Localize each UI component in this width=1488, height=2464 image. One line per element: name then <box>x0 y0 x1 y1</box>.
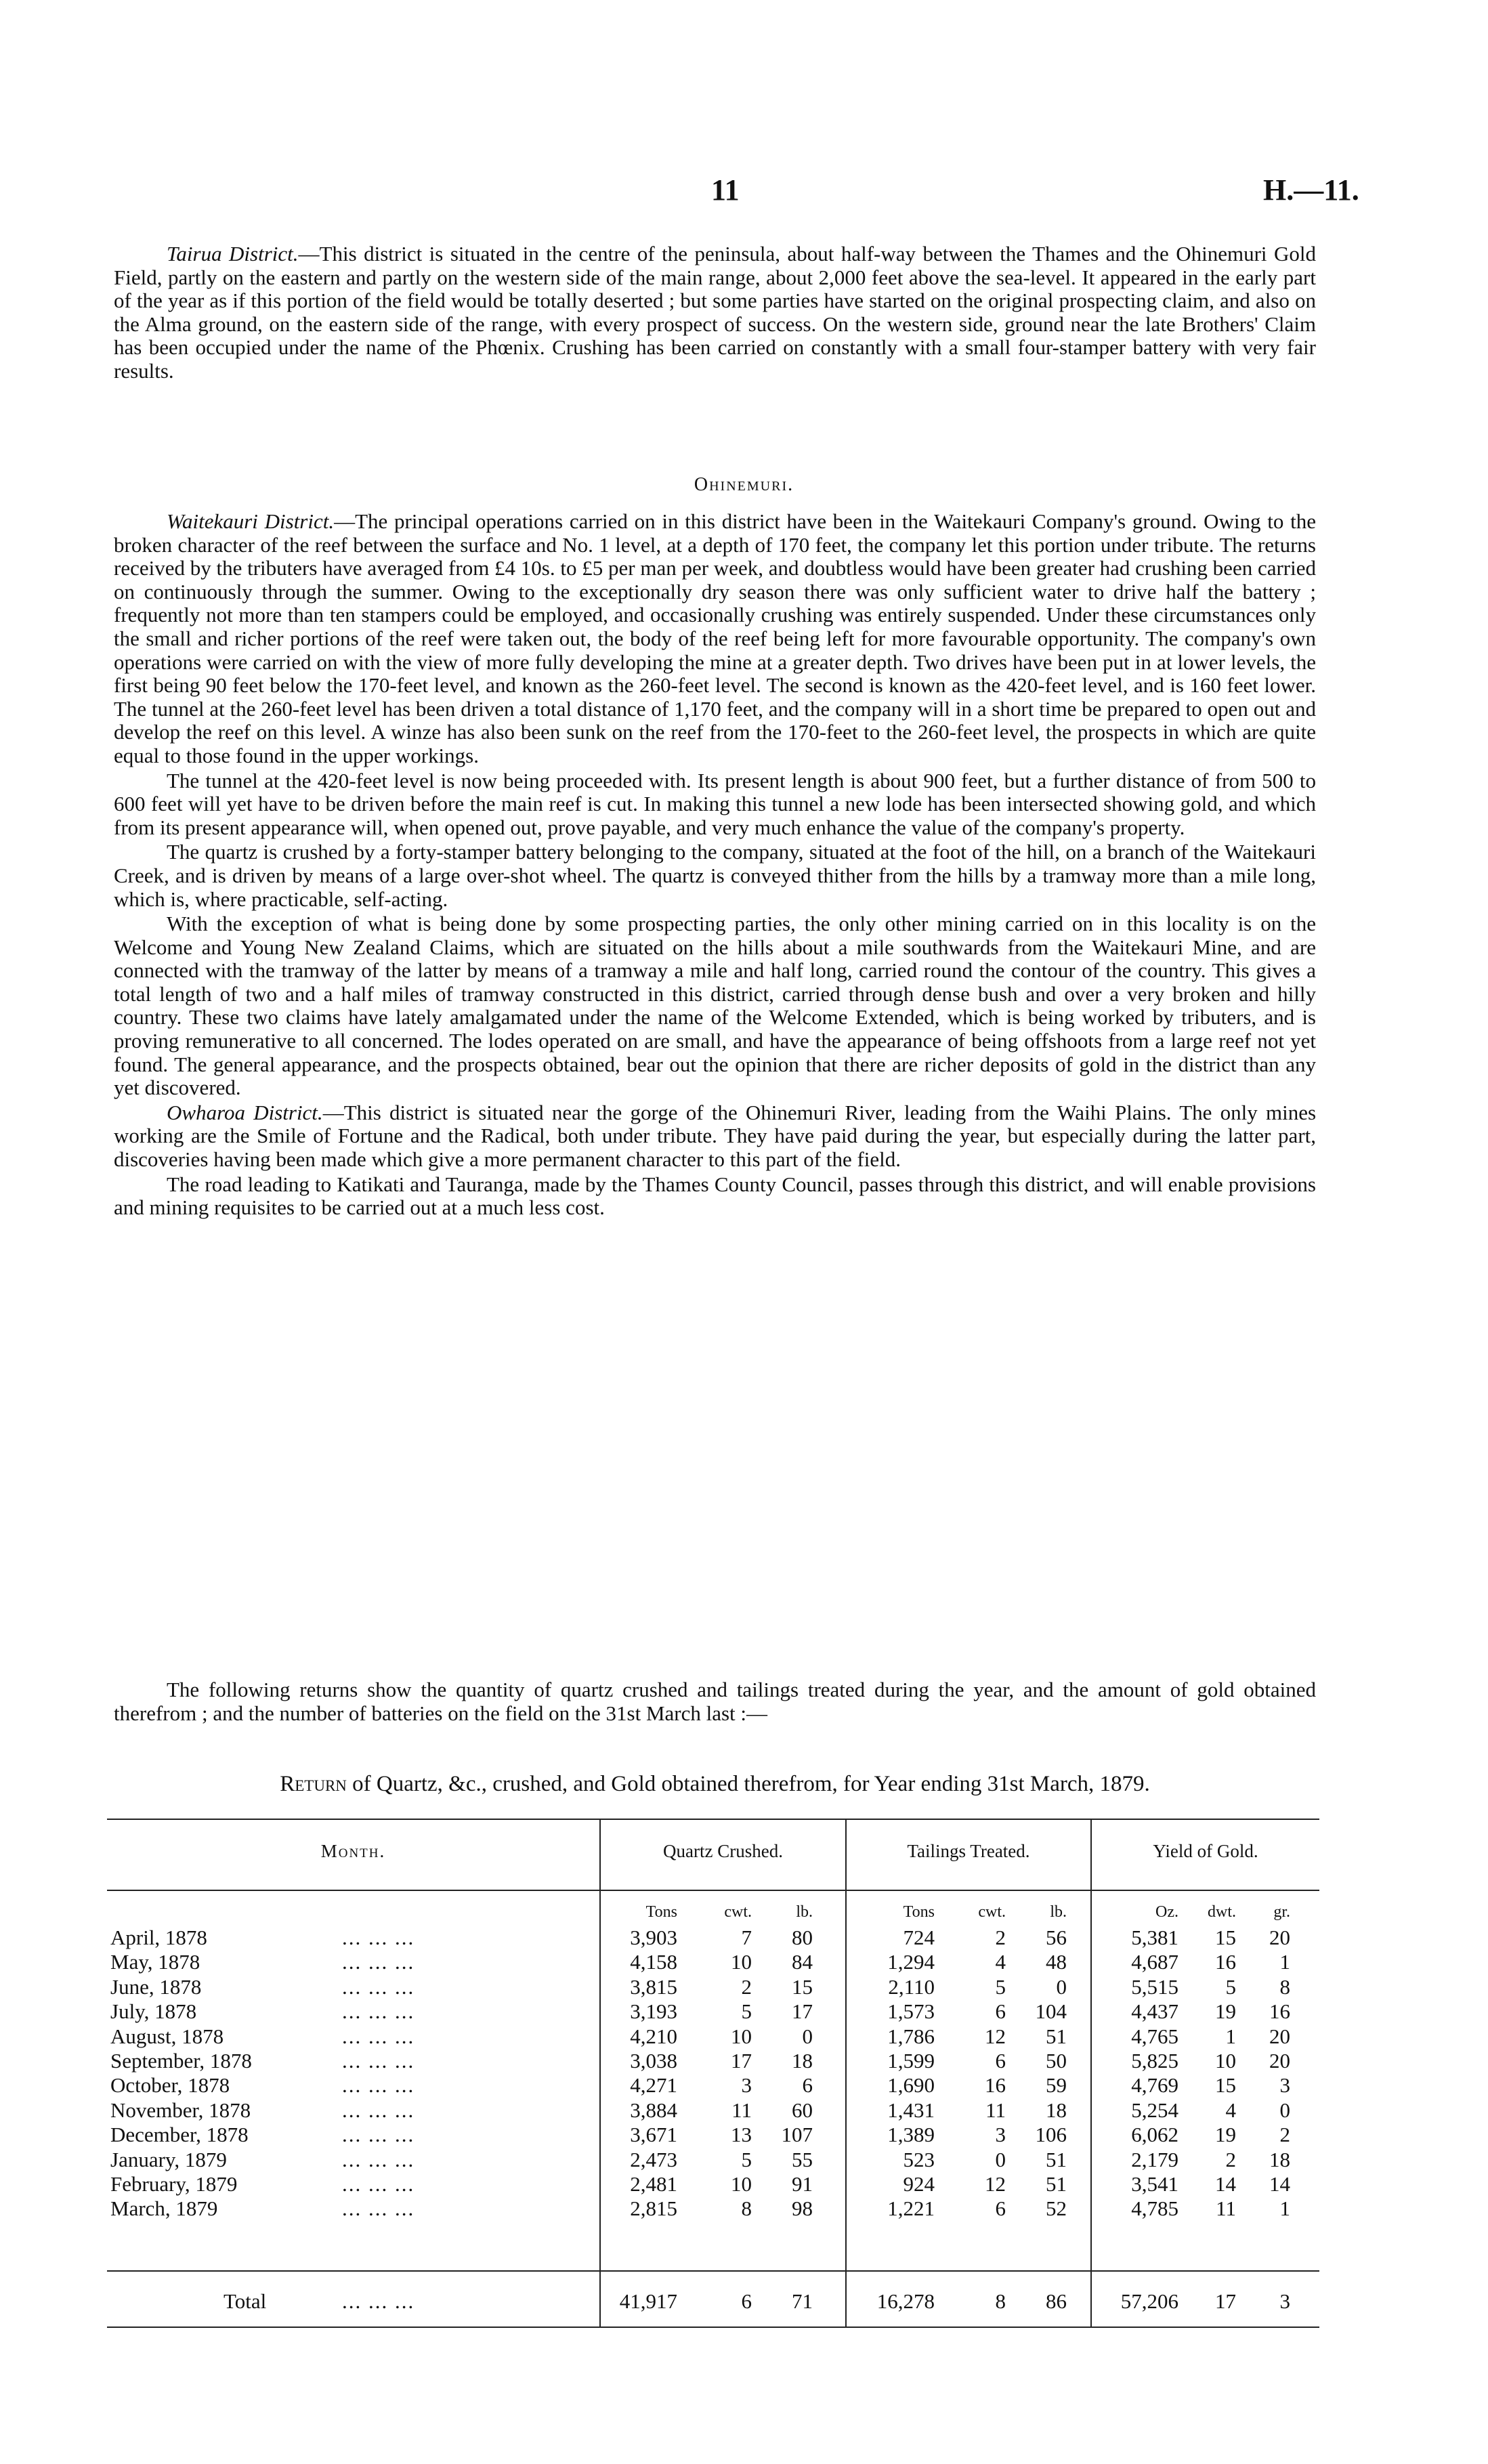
month-cell: January, 1879 <box>110 2148 227 2171</box>
total-rule <box>107 2270 1319 2272</box>
quartz-lb-cell: 17 <box>792 1999 813 2023</box>
leader-dots: ... ... ... <box>342 1926 415 1949</box>
month-cell: July, 1878 <box>110 1999 197 2023</box>
gold-dwt-cell: 16 <box>1215 1950 1236 1974</box>
gold-gr-cell: 0 <box>1279 2098 1290 2122</box>
leader-dots: ... ... ... <box>342 2148 415 2171</box>
table-row <box>0 2098 1488 2121</box>
tailings-lb-cell: 51 <box>1046 2024 1067 2048</box>
tailings-cwt-cell: 6 <box>995 1999 1006 2023</box>
tailings-tons-cell: 1,573 <box>887 1999 935 2023</box>
quartz-tons-cell: 41,917 <box>619 2289 677 2313</box>
tailings-tons-cell: 1,786 <box>887 2024 935 2048</box>
quartz-tons-cell: 4,210 <box>630 2024 677 2048</box>
document-reference: H.—11. <box>1263 173 1359 207</box>
month-cell: June, 1878 <box>110 1975 202 1999</box>
quartz-lb-cell: 60 <box>792 2098 813 2122</box>
gold-oz-cell: 5,254 <box>1131 2098 1178 2122</box>
tailings-tons-cell: 1,431 <box>887 2098 935 2122</box>
gold-gr-cell: 2 <box>1279 2123 1290 2146</box>
table-top-rule <box>107 1819 1319 1820</box>
quartz-lb-cell: 107 <box>781 2123 813 2146</box>
quartz-tons-cell: 4,271 <box>630 2073 677 2097</box>
tailings-lb-cell: 59 <box>1046 2073 1067 2097</box>
page-header <box>0 173 1488 213</box>
tailings-cwt-cell: 0 <box>995 2148 1006 2171</box>
quartz-tons-cell: 3,038 <box>630 2049 677 2073</box>
unit-label: Tons <box>903 1903 935 1921</box>
tailings-cwt-cell: 2 <box>995 1926 1006 1949</box>
gold-gr-cell: 20 <box>1269 2024 1290 2048</box>
table-row <box>0 2049 1488 2071</box>
quartz-lb-cell: 98 <box>792 2196 813 2220</box>
quartz-lb-cell: 18 <box>792 2049 813 2073</box>
tailings-tons-cell: 1,389 <box>887 2123 935 2146</box>
gold-dwt-cell: 19 <box>1215 2123 1236 2146</box>
tailings-tons-cell: 523 <box>903 2148 935 2171</box>
paragraph-text: —This district is situated near the gorge of the Ohinemuri River, leading from the Waihi Plains. The only mines working are the Smile of Fortune and the Radical, both under tribute. They have paid during the year, but especially during the latter part, discoveries having been made which give a more permanent character to this part of the field. <box>114 1100 1317 1172</box>
gold-oz-cell: 5,515 <box>1131 1975 1178 1999</box>
returns-intro <box>114 1678 1316 1725</box>
gold-dwt-cell: 4 <box>1225 2098 1236 2122</box>
month-cell: August, 1878 <box>110 2024 224 2048</box>
unit-label: Tons <box>645 1903 677 1921</box>
leader-dots: ... ... ... <box>342 2123 415 2146</box>
leader-dots: ... ... ... <box>342 2289 415 2313</box>
tailings-lb-cell: 18 <box>1046 2098 1067 2122</box>
table-row <box>0 2148 1488 2170</box>
paragraph <box>114 510 1316 768</box>
table-title-lead: Return <box>280 1772 347 1796</box>
paragraph-text: The road leading to Katikati and Tauranga, made by the Thames County Council, passes through this district, and will enable provisions and mining requisites to be carried out at a much less cost. <box>114 1172 1316 1220</box>
tailings-cwt-cell: 6 <box>995 2049 1006 2073</box>
leader-dots: ... ... ... <box>342 1950 415 1974</box>
unit-label: gr. <box>1273 1903 1290 1921</box>
tailings-cwt-cell: 16 <box>985 2073 1006 2097</box>
quartz-lb-cell: 84 <box>792 1950 813 1974</box>
quartz-lb-cell: 71 <box>792 2289 813 2313</box>
tailings-cwt-cell: 12 <box>985 2024 1006 2048</box>
gold-dwt-cell: 1 <box>1225 2024 1236 2048</box>
header-yield-of-gold: Yield of Gold. <box>1153 1841 1258 1861</box>
gold-oz-cell: 4,765 <box>1131 2024 1178 2048</box>
column-divider <box>1090 1819 1092 2327</box>
gold-dwt-cell: 15 <box>1215 2073 1236 2097</box>
gold-gr-cell: 16 <box>1269 1999 1290 2023</box>
quartz-lb-cell: 0 <box>802 2024 813 2048</box>
quartz-tons-cell: 3,193 <box>630 1999 677 2023</box>
gold-oz-cell: 4,785 <box>1131 2196 1178 2220</box>
gold-gr-cell: 1 <box>1279 1950 1290 1974</box>
table-title-rest: of Quartz, &c., crushed, and Gold obtained therefrom, for Year ending 31st March, 1879. <box>346 1772 1150 1796</box>
month-cell: May, 1878 <box>110 1950 200 1974</box>
header-rule <box>107 1890 1319 1891</box>
district-run-in: Owharoa District. <box>167 1100 323 1124</box>
gold-dwt-cell: 14 <box>1215 2172 1236 2196</box>
gold-oz-cell: 3,541 <box>1131 2172 1178 2196</box>
quartz-tons-cell: 3,671 <box>630 2123 677 2146</box>
table-bottom-rule <box>107 2327 1319 2328</box>
tailings-lb-cell: 104 <box>1035 1999 1067 2023</box>
quartz-cwt-cell: 10 <box>731 2172 752 2196</box>
tailings-lb-cell: 51 <box>1046 2172 1067 2196</box>
gold-gr-cell: 8 <box>1279 1975 1290 1999</box>
district-run-in: Waitekauri District. <box>167 509 335 533</box>
month-cell: December, 1878 <box>110 2123 249 2146</box>
quartz-cwt-cell: 7 <box>741 1926 752 1949</box>
leader-dots: ... ... ... <box>342 2049 415 2073</box>
gold-gr-cell: 18 <box>1269 2148 1290 2171</box>
paragraph <box>114 912 1316 1100</box>
table-row <box>0 1950 1488 1972</box>
gold-dwt-cell: 2 <box>1225 2148 1236 2171</box>
tailings-lb-cell: 86 <box>1046 2289 1067 2313</box>
tailings-tons-cell: 724 <box>903 1926 935 1949</box>
tailings-lb-cell: 48 <box>1046 1950 1067 1974</box>
gold-dwt-cell: 17 <box>1215 2289 1236 2313</box>
gold-oz-cell: 5,381 <box>1131 1926 1178 1949</box>
quartz-cwt-cell: 8 <box>741 2196 752 2220</box>
gold-dwt-cell: 15 <box>1215 1926 1236 1949</box>
month-cell: November, 1878 <box>110 2098 251 2122</box>
month-cell: October, 1878 <box>110 2073 230 2097</box>
paragraph-text: The tunnel at the 420-feet level is now being proceeded with. Its present length is about 900 feet, but a further distance of from 500 to 600 feet will yet have to be driven before the main reef is cut. In making this tunnel a new lode has been intersected showing gold, and which from its present appearance will, when opened out, prove payable, and very much enhance the value of the company's property. <box>114 768 1316 839</box>
gold-dwt-cell: 11 <box>1216 2196 1236 2220</box>
leader-dots: ... ... ... <box>342 1975 415 1999</box>
gold-gr-cell: 3 <box>1279 2073 1290 2097</box>
quartz-cwt-cell: 6 <box>741 2289 752 2313</box>
month-cell: February, 1879 <box>110 2172 238 2196</box>
leader-dots: ... ... ... <box>342 2196 415 2220</box>
table-row <box>0 1975 1488 1997</box>
quartz-tons-cell: 3,884 <box>630 2098 677 2122</box>
gold-gr-cell: 20 <box>1269 1926 1290 1949</box>
tailings-lb-cell: 50 <box>1046 2049 1067 2073</box>
tailings-cwt-cell: 11 <box>985 2098 1006 2122</box>
quartz-tons-cell: 2,473 <box>630 2148 677 2171</box>
quartz-cwt-cell: 5 <box>741 2148 752 2171</box>
header-tailings-treated: Tailings Treated. <box>907 1841 1030 1861</box>
gold-oz-cell: 4,769 <box>1131 2073 1178 2097</box>
quartz-cwt-cell: 2 <box>741 1975 752 1999</box>
quartz-lb-cell: 6 <box>802 2073 813 2097</box>
tailings-cwt-cell: 3 <box>995 2123 1006 2146</box>
month-cell: September, 1878 <box>110 2049 252 2073</box>
gold-gr-cell: 3 <box>1279 2289 1290 2313</box>
gold-dwt-cell: 5 <box>1225 1975 1236 1999</box>
quartz-lb-cell: 91 <box>792 2172 813 2196</box>
leader-dots: ... ... ... <box>342 2073 415 2097</box>
quartz-tons-cell: 2,815 <box>630 2196 677 2220</box>
quartz-cwt-cell: 17 <box>731 2049 752 2073</box>
quartz-tons-cell: 3,815 <box>630 1975 677 1999</box>
unit-label: cwt. <box>978 1903 1006 1921</box>
tailings-lb-cell: 106 <box>1035 2123 1067 2146</box>
table-title <box>114 1772 1316 1797</box>
gold-oz-cell: 4,687 <box>1131 1950 1178 1974</box>
tailings-cwt-cell: 12 <box>985 2172 1006 2196</box>
quartz-cwt-cell: 10 <box>731 1950 752 1974</box>
ohinemuri-section <box>114 510 1316 1220</box>
paragraph <box>114 769 1316 840</box>
paragraph-text: —The principal operations carried on in this district have been in the Waitekauri Company's ground. Owing to the broken character of the reef between the surface and No. 1 level, at a depth of 170 feet, the company let this portion under tribute. The returns received by the tributers have averaged from £4 10s. to £5 per man per week, and doubtless would have been greater had crushing been carried on continuously through the summer. Owing to the exceptionally dry season there was only sufficient water to drive half the battery ; frequently not more than ten stampers could be employed, and occasionally crushing was entirely suspended. Under these circumstances only the small and richer portions of the reef were taken out, the body of the reef being left for more favourable opportunity. The company's own operations were carried on with the view of more fully developing the mine at a greater depth. Two drives have been put in at lower levels, the first being 90 feet below the 170-feet level, and known as the 260-feet level. The second is known as the 420-feet level, and is 160 feet lower. The tunnel at the 260-feet level has been driven a total distance of 1,170 feet, and the company will in a short time be prepared to open out and develop the reef on this level. A winze has also been sunk on the reef from the 170-feet to the 260-feet level, the prospects in which are quite equal to those found in the upper workings. <box>114 509 1317 767</box>
paragraph-text: With the exception of what is being done by some prospecting parties, the only other mining carried on in this locality is on the Welcome and Young New Zealand Claims, which are situated on the hills about a mile southwards from the Waitekauri Mine, and are connected with the tramway of the latter by means of a tramway a mile and half long, carried round the contour of the country. This gives a total length of two and a half miles of tramway constructed in this district, carried through dense bush and over a very broken and hilly country. These two claims have lately amalgamated under the name of the Welcome Extended, which is being worked by tributers, and is proving remunerative to all concerned. The lodes operated on are small, and have the appearance of being offshoots from a large reef not yet found. The general appearance, and the prospects obtained, bear out the opinion that there are richer deposits of gold in the district than any yet discovered. <box>114 912 1316 1100</box>
month-cell: March, 1879 <box>110 2196 218 2220</box>
tailings-tons-cell: 16,278 <box>876 2289 935 2313</box>
tairua-district-section <box>114 242 1316 383</box>
tailings-lb-cell: 52 <box>1046 2196 1067 2220</box>
quartz-lb-cell: 15 <box>792 1975 813 1999</box>
paragraph <box>114 1101 1316 1172</box>
tailings-cwt-cell: 6 <box>995 2196 1006 2220</box>
quartz-cwt-cell: 5 <box>741 1999 752 2023</box>
gold-dwt-cell: 19 <box>1215 1999 1236 2023</box>
table-row <box>0 2196 1488 2219</box>
quartz-cwt-cell: 10 <box>731 2024 752 2048</box>
tailings-tons-cell: 2,110 <box>888 1975 935 1999</box>
gold-gr-cell: 20 <box>1269 2049 1290 2073</box>
leader-dots: ... ... ... <box>342 2024 415 2048</box>
table-row <box>0 2172 1488 2194</box>
table-row <box>0 1926 1488 1948</box>
paragraph <box>114 1173 1316 1220</box>
tailings-tons-cell: 1,294 <box>887 1950 935 1974</box>
tailings-tons-cell: 924 <box>903 2172 935 2196</box>
table-row <box>0 1999 1488 2022</box>
gold-oz-cell: 4,437 <box>1131 1999 1178 2023</box>
table-row <box>0 2123 1488 2145</box>
column-divider <box>845 1819 847 2327</box>
table-row <box>0 2073 1488 2096</box>
gold-dwt-cell: 10 <box>1215 2049 1236 2073</box>
gold-oz-cell: 6,062 <box>1131 2123 1178 2146</box>
paragraph-text: The following returns show the quantity of quartz crushed and tailings treated during the year, and the amount of gold obtained therefrom ; and the number of batteries on the field on the 31st March last :— <box>114 1678 1316 1725</box>
tailings-tons-cell: 1,690 <box>887 2073 935 2097</box>
gold-gr-cell: 1 <box>1279 2196 1290 2220</box>
quartz-lb-cell: 80 <box>792 1926 813 1949</box>
tailings-tons-cell: 1,221 <box>887 2196 935 2220</box>
paragraph-text: The quartz is crushed by a forty-stamper battery belonging to the company, situated at the foot of the hill, on a branch of the Waitekauri Creek, and is driven by means of a large over-shot wheel. The quartz is conveyed thither from the hills by a tramway more than a mile long, which is, where practicable, self-acting. <box>114 840 1316 911</box>
quartz-tons-cell: 4,158 <box>630 1950 677 1974</box>
page-number: 11 <box>711 173 740 207</box>
gold-oz-cell: 57,206 <box>1120 2289 1178 2313</box>
month-cell: April, 1878 <box>110 1926 207 1949</box>
tailings-cwt-cell: 5 <box>995 1975 1006 1999</box>
quartz-tons-cell: 2,481 <box>630 2172 677 2196</box>
total-label: Total <box>224 2289 267 2313</box>
gold-oz-cell: 2,179 <box>1131 2148 1178 2171</box>
leader-dots: ... ... ... <box>342 2098 415 2122</box>
unit-label: dwt. <box>1208 1903 1236 1921</box>
quartz-cwt-cell: 11 <box>731 2098 752 2122</box>
paragraph <box>114 1678 1316 1725</box>
tailings-tons-cell: 1,599 <box>887 2049 935 2073</box>
leader-dots: ... ... ... <box>342 2172 415 2196</box>
paragraph <box>114 242 1316 383</box>
unit-label: cwt. <box>724 1903 752 1921</box>
tailings-lb-cell: 56 <box>1046 1926 1067 1949</box>
district-run-in: Tairua District. <box>167 242 299 265</box>
tailings-lb-cell: 0 <box>1056 1975 1067 1999</box>
quartz-tons-cell: 3,903 <box>630 1926 677 1949</box>
header-quartz-crushed: Quartz Crushed. <box>663 1841 783 1861</box>
table-row <box>0 2024 1488 2047</box>
table-total-row <box>0 2289 1488 2312</box>
gold-oz-cell: 5,825 <box>1131 2049 1178 2073</box>
unit-label: lb. <box>1050 1903 1067 1921</box>
section-heading: Ohinemuri. <box>694 474 794 495</box>
quartz-cwt-cell: 3 <box>741 2073 752 2097</box>
quartz-lb-cell: 55 <box>792 2148 813 2171</box>
leader-dots: ... ... ... <box>342 1999 415 2023</box>
tailings-cwt-cell: 4 <box>995 1950 1006 1974</box>
gold-gr-cell: 14 <box>1269 2172 1290 2196</box>
tailings-lb-cell: 51 <box>1046 2148 1067 2171</box>
paragraph <box>114 841 1316 911</box>
paragraph-text: —This district is situated in the centre of the peninsula, about half-way between the Thames and the Ohinemuri Gold Field, partly on the eastern and partly on the western side of the main range, about 2,000 feet above the sea-level. It appeared in the early part of the year as if this portion of the field would be totally deserted ; but some parties have started on the original prospecting claim, and also on the Alma ground, on the eastern side of the range, with every prospect of success. On the western side, ground near the late Brothers' Claim has been occupied under the name of the Phœnix. Crushing has been carried on constantly with a small four-stamper battery with very fair results. <box>114 242 1316 383</box>
unit-label: lb. <box>796 1903 813 1921</box>
header-month: Month. <box>320 1841 386 1861</box>
tailings-cwt-cell: 8 <box>995 2289 1006 2313</box>
unit-label: Oz. <box>1155 1903 1178 1921</box>
quartz-cwt-cell: 13 <box>731 2123 752 2146</box>
